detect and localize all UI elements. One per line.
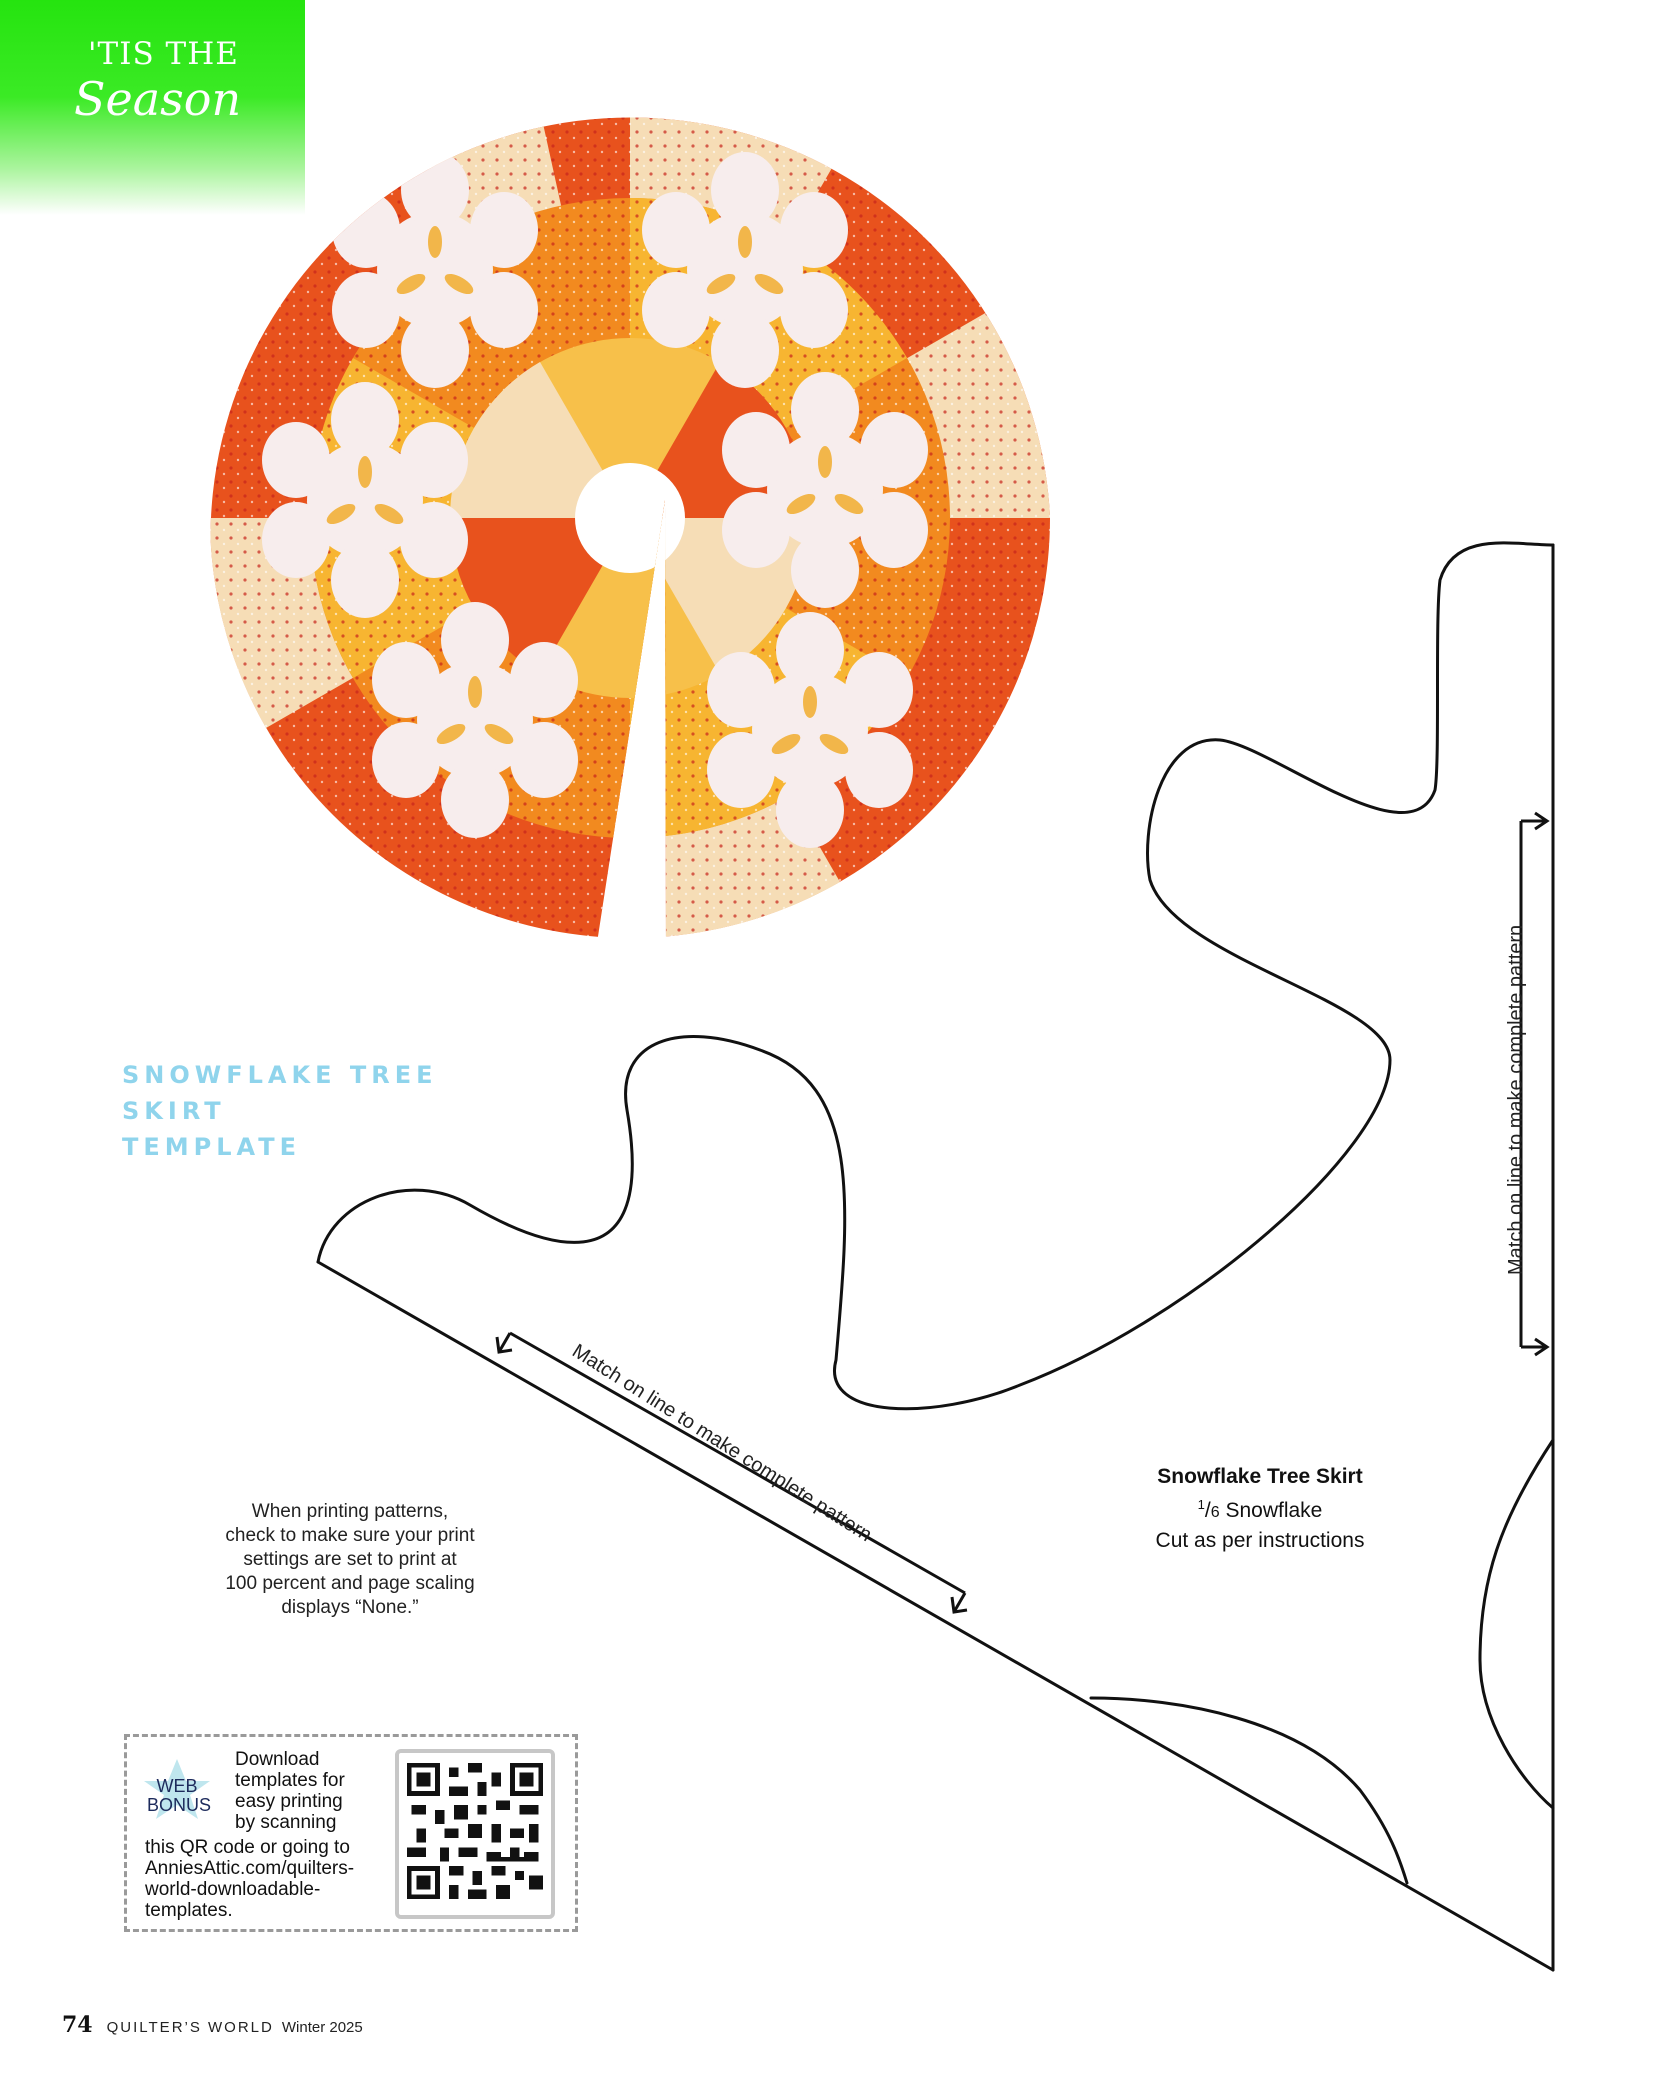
- qr-code-frame[interactable]: [395, 1749, 555, 1919]
- match-line-label-diagonal: Match on line to make complete pattern: [568, 1340, 876, 1547]
- web-bonus-text-bottom: this QR code or going to AnniesAttic.com/quilters- world-downloadable- templates.: [145, 1837, 355, 1921]
- template-label-instructions: Cut as per instructions: [1155, 1529, 1365, 1552]
- template-label-piece: $^1$/6 Snowflake: [1197, 1497, 1323, 1522]
- section-title-line2: Season: [74, 72, 242, 126]
- fraction-numerator: 1: [1197, 1497, 1205, 1512]
- match-line-label-vertical: Match on line to make complete pattern: [1505, 924, 1527, 1275]
- fraction-denominator: 6: [1210, 1504, 1220, 1521]
- magazine-name: QUILTER’S WORLD: [106, 2019, 274, 2036]
- template-title: SNOWFLAKE TREE SKIRT TEMPLATE: [122, 1061, 438, 1161]
- web-bonus-box: [124, 1734, 578, 1932]
- qr-code-icon: [407, 1763, 543, 1899]
- section-title-line1: 'TIS THE: [88, 36, 239, 72]
- page-number: 74: [62, 2012, 93, 2038]
- web-bonus-badge: WEB BONUS: [147, 1776, 212, 1815]
- issue-date: Winter 2025: [281, 2019, 363, 2036]
- web-bonus-text-top: Download templates for easy printing by scanning: [235, 1749, 345, 1833]
- template-label-title: Snowflake Tree Skirt: [1157, 1465, 1363, 1488]
- template-label: [1100, 1463, 1420, 1555]
- printing-note: When printing patterns, check to make sure your print settings are set to print at 100 percent and page scaling displays “None.”: [225, 1501, 475, 1618]
- piece-name: Snowflake: [1225, 1499, 1323, 1522]
- page-footer: [62, 2012, 363, 2038]
